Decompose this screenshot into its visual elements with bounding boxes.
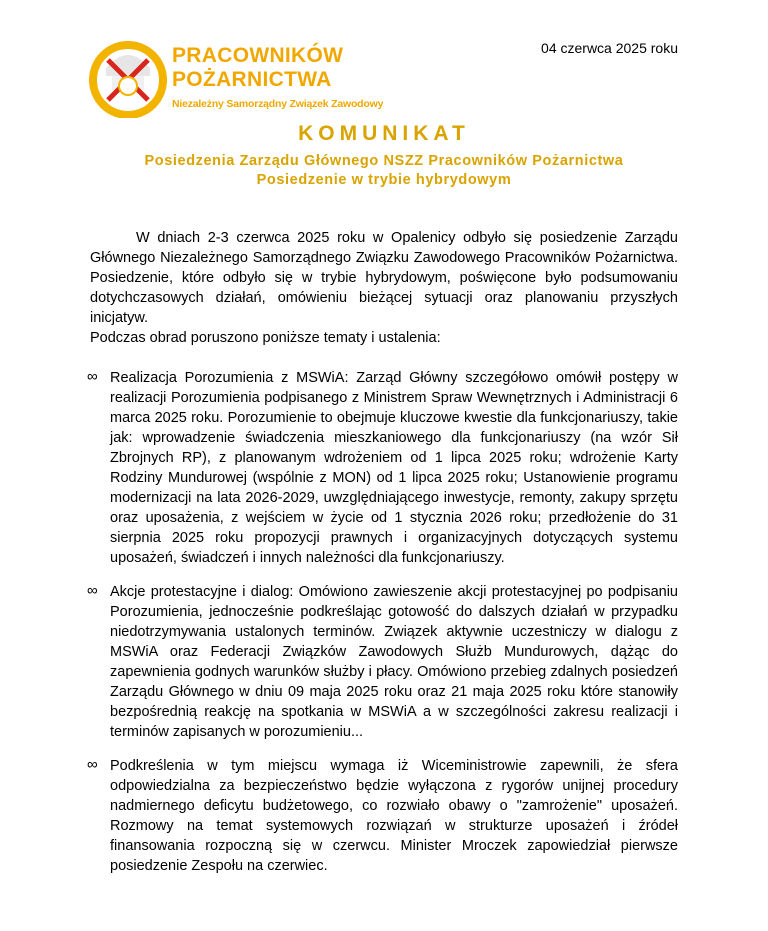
list-item-text: Akcje protestacyjne i dialog: Omówiono zawieszenie akcji protestacyjnej po podpisaniu Porozumienia, jednocześnie podkreślając gotowość do dalszych działań w przypadku niedotrzymywania ustalonych terminów. Związek aktywnie uczestniczy w dialogu z MSWiA oraz Federacji Związków Zawodowych Służb Mundurowych, dążąc do zapewnienia godnych warunków służby i płacy. Omówiono przebieg zdalnych posiedzeń Zarządu Głównego w dniu 09 maja 2025 roku oraz 21 maja 2025 roku które stanowiły bezpośrednią reakcję na spotkania w MSWiA a w szczególności zakresu realizacji i terminów zapisanych w porozumieniu... xyxy=(110,584,678,740)
document-date: 04 czerwca 2025 roku xyxy=(541,40,678,56)
union-logo xyxy=(86,38,170,118)
document-subtitle-2: Posiedzenie w trybie hybrydowym xyxy=(256,172,512,188)
infinity-bullet-icon: ∞ xyxy=(87,756,98,773)
document-title: KOMUNIKAT xyxy=(298,122,470,145)
firefighter-emblem-icon xyxy=(86,38,170,118)
list-item xyxy=(87,368,678,568)
organization-name xyxy=(172,44,383,110)
org-subtitle: Niezależny Samorządny Związek Zawodowy xyxy=(172,98,384,110)
document-body xyxy=(87,228,678,890)
org-name-line1: PRACOWNIKÓW xyxy=(172,44,344,67)
org-name-line2: POŻARNICTWA xyxy=(172,68,332,91)
list-item-text: Podkreślenia w tym miejscu wymaga iż Wiceministrowie zapewnili, że sfera odpowiedzialna za bezpieczeństwo będzie wyłączona z rygorów unijnej procedury nadmiernego deficytu budżetowego, co rozwiało obawy o "zamrożenie" uposażeń. Rozmowy na temat systemowych rozwiązań w strukturze uposażeń i źródeł finansowania rozpoczną się w czerwcu. Minister Mroczek zapowiedział pierwsze posiedzenie Zespołu na czerwiec. xyxy=(110,758,678,874)
infinity-bullet-icon: ∞ xyxy=(87,582,98,599)
topics-list xyxy=(87,368,678,876)
list-item-text: Realizacja Porozumienia z MSWiA: Zarząd Główny szczegółowo omówił postępy w realizacji Porozumienia podpisanego z Ministrem Spraw Wewnętrznych i Administracji 6 marca 2025 roku. Porozumienie to obejmuje kluczowe kwestie dla funkcjonariuszy, takie jak: wprowadzenie świadczenia mieszkaniowego dla funkcjonariuszy (na wzór Sił Zbrojnych RP), z planowanym wdrożeniem od 1 lipca 2025 roku; wdrożenie Karty Rodziny Mundurowej (wspólnie z MON) od 1 lipca 2025 roku; Ustanowienie programu modernizacji na lata 2026-2029, uwzględniającego inwestycje, remonty, zakupy sprzętu oraz uposażenia, z wejściem w życie od 1 stycznia 2026 roku; przedłożenie do 31 sierpnia 2025 roku propozycji prawnych i organizacyjnych dotyczących systemu uposażeń, świadczeń i innych należności dla funkcjonariuszy. xyxy=(110,370,678,566)
intro-paragraph: W dniach 2-3 czerwca 2025 roku w Opalenicy odbyło się posiedzenie Zarządu Głównego Niezależnego Samorządnego Związku Zawodowego Pracowników Pożarnictwa. Posiedzenie, które odbyło się w trybie hybrydowym, poświęcone było podsumowaniu dotychczasowych działań, omówieniu bieżącej sytuacji oraz planowaniu przyszłych inicjatyw. xyxy=(90,230,678,326)
intro-lead-in: Podczas obrad poruszono poniższe tematy i ustalenia: xyxy=(90,330,441,346)
list-item xyxy=(87,582,678,742)
infinity-bullet-icon: ∞ xyxy=(87,368,98,385)
document-subtitle-1: Posiedzenia Zarządu Głównego NSZZ Pracowników Pożarnictwa xyxy=(144,153,624,169)
list-item xyxy=(87,756,678,876)
